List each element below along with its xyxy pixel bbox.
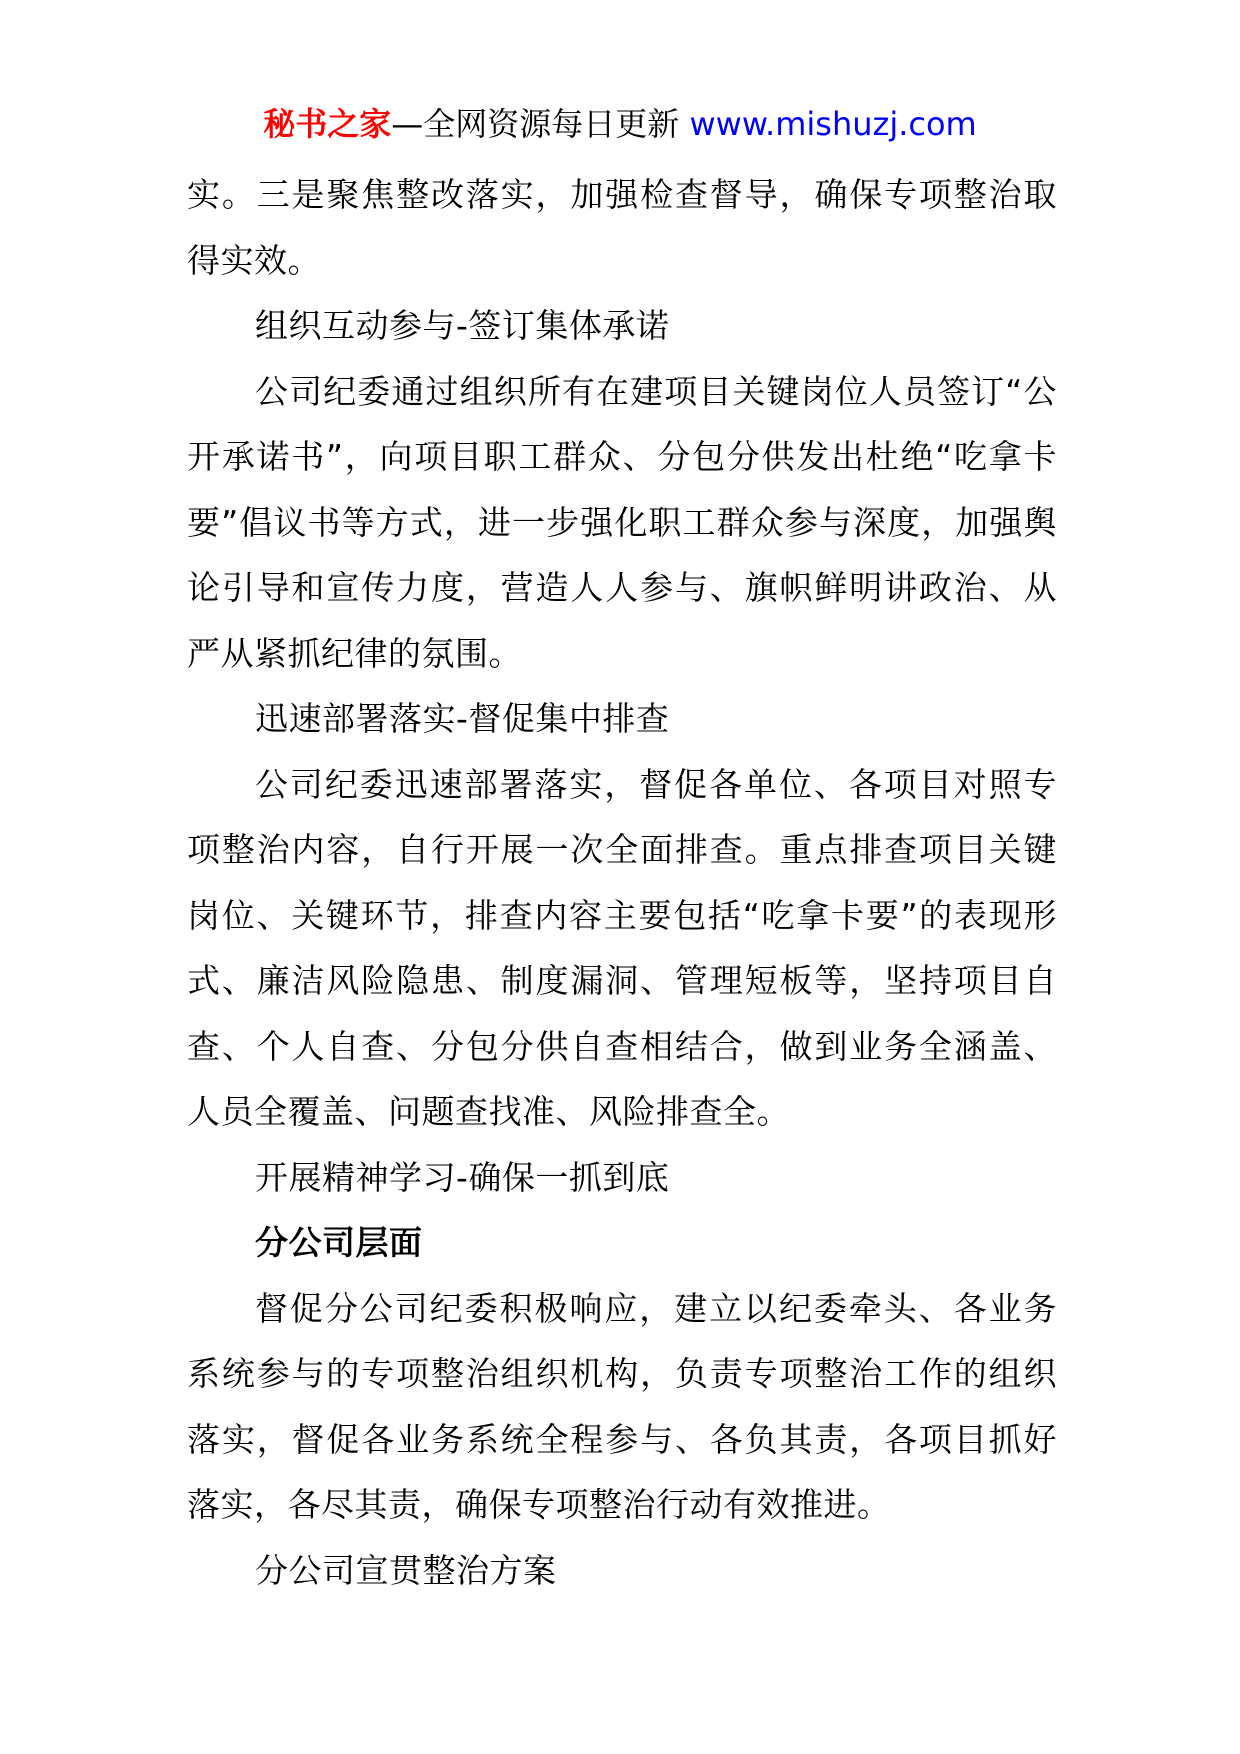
site-header: [0, 102, 1240, 146]
section-heading-study: 开展精神学习-确保一抓到底: [255, 1157, 670, 1197]
paragraph-continuation: 实。三是聚焦整改落实，加强检查督导，确保专项整治取得实效。: [187, 175, 1057, 280]
document-body: [187, 162, 1057, 1603]
site-tagline: —全网资源每日更新: [391, 105, 690, 143]
section-heading-deployment: 迅速部署落实-督促集中排查: [255, 699, 670, 738]
site-url-link[interactable]: www.mishuzj.com: [689, 105, 977, 143]
section-heading-branch-plan: 分公司宣贯整治方案: [255, 1550, 557, 1590]
section-heading-commitment: 组织互动参与-签订集体承诺: [255, 306, 670, 345]
section-heading-branch-level: 分公司层面: [255, 1223, 423, 1262]
paragraph-commitment: 公司纪委通过组织所有在建项目关键岗位人员签订“公开承诺书”，向项目职工群众、分包分供发出杜绝“吃拿卡要”倡议书等方式，进一步强化职工群众参与深度，加强舆论引导和宣传力度，营造人人参与、旗帜鲜明讲政治、从严从紧抓纪律的氛围。: [187, 371, 1057, 673]
paragraph-deployment: 公司纪委迅速部署落实，督促各单位、各项目对照专项整治内容，自行开展一次全面排查。重点排查项目关键岗位、关键环节，排查内容主要包括“吃拿卡要”的表现形式、廉洁风险隐患、制度漏洞、管理短板等，坚持项目自查、个人自查、分包分供自查相结合，做到业务全涵盖、人员全覆盖、问题查找准、风险排查全。: [187, 764, 1057, 1131]
paragraph-branch-level: 督促分公司纪委积极响应，建立以纪委牵头、各业务系统参与的专项整治组织机构，负责专项整治工作的组织落实，督促各业务系统全程参与、各负其责，各项目抓好落实，各尽其责，确保专项整治行动有效推进。: [187, 1288, 1057, 1524]
site-brand: 秘书之家: [263, 105, 392, 143]
